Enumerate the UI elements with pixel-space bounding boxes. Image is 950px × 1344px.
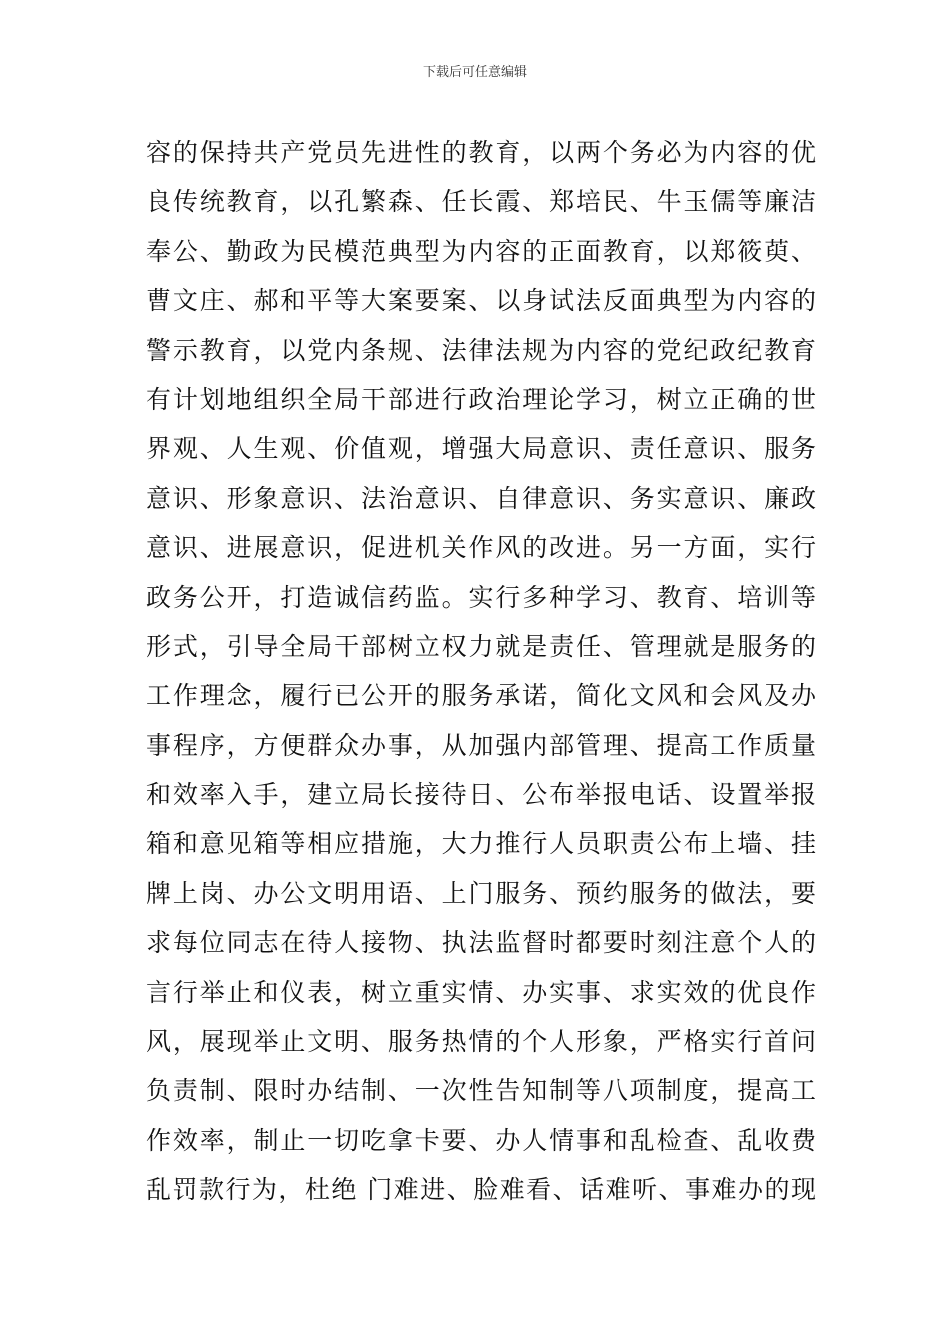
text-line: 言行举止和仪表，树立重实情、办实事、求实效的优良作 bbox=[146, 977, 816, 1007]
text-line: 警示教育，以党内条规、法律法规为内容的党纪政纪教育 bbox=[146, 335, 816, 365]
text-line: 容的保持共产党员先进性的教育，以两个务必为内容的优 bbox=[146, 138, 816, 167]
text-line: 意识、进展意识，促进机关作风的改进。另一方面，实行 bbox=[146, 533, 816, 563]
text-line: 作效率，制止一切吃拿卡要、办人情事和乱检查、乱收费 bbox=[146, 1125, 816, 1155]
text-line: 有计划地组织全局干部进行政治理论学习，树立正确的世 bbox=[146, 384, 816, 414]
text-line: 箱和意见箱等相应措施，大力推行人员职责公布上墙、挂 bbox=[146, 829, 816, 859]
text-line: 乱罚款行为，杜绝 门难进、脸难看、话难听、事难办的现 bbox=[146, 1175, 816, 1205]
text-line: 求每位同志在待人接物、执法监督时都要时刻注意个人的 bbox=[146, 928, 816, 958]
text-line: 奉公、勤政为民模范典型为内容的正面教育，以郑筱萸、 bbox=[146, 236, 816, 266]
text-line: 曹文庄、郝和平等大案要案、以身试法反面典型为内容的 bbox=[146, 286, 816, 316]
body-paragraph bbox=[146, 128, 816, 1215]
text-line: 和效率入手，建立局长接待日、公布举报电话、设置举报 bbox=[146, 780, 816, 810]
text-line: 界观、人生观、价值观，增强大局意识、责任意识、服务 bbox=[146, 434, 816, 464]
text-line: 意识、形象意识、法治意识、自律意识、务实意识、廉政 bbox=[146, 483, 816, 513]
text-line: 事程序，方便群众办事，从加强内部管理、提高工作质量 bbox=[146, 730, 816, 760]
text-line: 工作理念，履行已公开的服务承诺，简化文风和会风及办 bbox=[146, 681, 816, 711]
text-line: 风，展现举止文明、服务热情的个人形象，严格实行首问 bbox=[146, 1027, 816, 1057]
text-line: 牌上岗、办公文明用语、上门服务、预约服务的做法，要 bbox=[146, 878, 816, 908]
page-header: 下载后可任意编辑 bbox=[422, 65, 527, 80]
text-line: 负责制、限时办结制、一次性告知制等八项制度，提高工 bbox=[146, 1076, 816, 1106]
text-line: 政务公开，打造诚信药监。实行多种学习、教育、培训等 bbox=[146, 582, 816, 612]
text-line: 良传统教育，以孔繁森、任长霞、郑培民、牛玉儒等廉洁 bbox=[146, 187, 816, 217]
text-line: 形式，引导全局干部树立权力就是责任、管理就是服务的 bbox=[146, 631, 816, 661]
